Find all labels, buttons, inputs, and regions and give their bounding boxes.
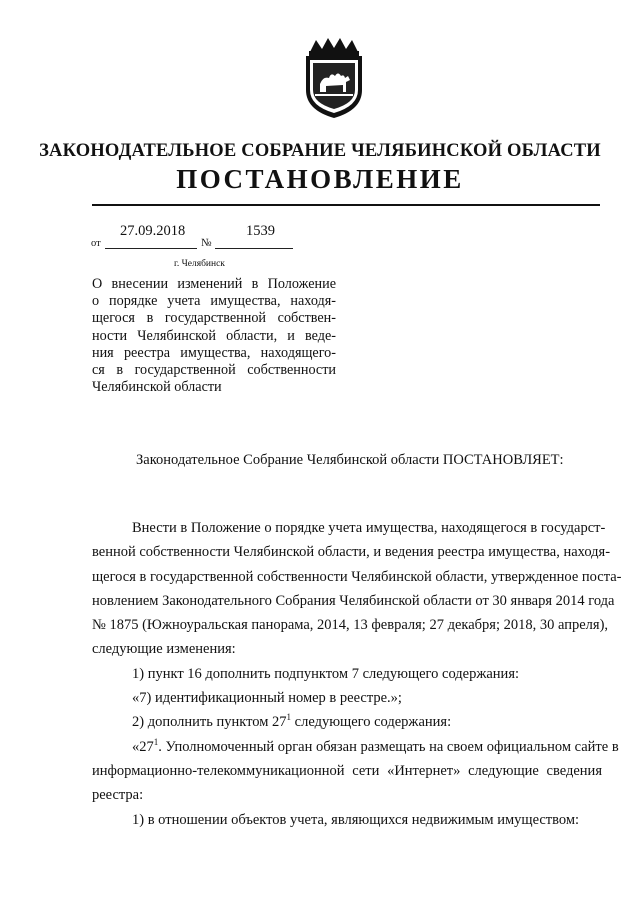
body-line xyxy=(92,710,602,734)
body-line: информационно-телекоммуникационной сети «Интернет» следующие сведения xyxy=(92,762,602,779)
subject-line: Челябинской области xyxy=(92,379,222,396)
header-divider xyxy=(92,204,600,206)
subject-line: о порядке учета имущества, находя- xyxy=(92,293,336,310)
number-prefix: № xyxy=(201,237,212,249)
document-subject xyxy=(92,276,336,396)
item2-superscript: 1 xyxy=(286,712,292,723)
p27-superscript: 1 xyxy=(153,736,159,747)
coat-of-arms-emblem xyxy=(296,36,372,120)
city-label: г. Челябинск xyxy=(174,259,225,269)
item2-text: 2) дополнить пунктом 27 xyxy=(132,714,287,731)
document-type-title: ПОСТАНОВЛЕНИЕ xyxy=(176,164,464,194)
p27-open: «27 xyxy=(132,738,154,755)
subject-line: ся в государственной собственности xyxy=(92,362,336,379)
organization-name: ЗАКОНОДАТЕЛЬНОЕ СОБРАНИЕ ЧЕЛЯБИНСКОЙ ОБЛАСТИ xyxy=(39,141,601,161)
body-line: следующие изменения: xyxy=(92,641,236,658)
subject-line: ния реестра имущества, находящего- xyxy=(92,344,336,361)
body-line xyxy=(92,735,619,759)
decree-statement: Законодательное Собрание Челябинской области ПОСТАНОВЛЯЕТ: xyxy=(136,452,564,468)
body-line: 1) в отношении объектов учета, являющихся недвижимым имуществом: xyxy=(132,811,580,828)
item2-tail: следующего содержания: xyxy=(291,714,452,731)
document-date: 27.09.2018 xyxy=(120,223,186,239)
body-line: Внести в Положение о порядке учета имущества, находящегося в государст- xyxy=(132,520,606,536)
document-body xyxy=(92,516,622,832)
body-line: реестра: xyxy=(92,787,144,804)
body-line: 1) пункт 16 дополнить подпунктом 7 следующего содержания: xyxy=(132,665,520,682)
document-number: 1539 xyxy=(246,223,275,239)
date-prefix: от xyxy=(91,238,101,249)
p27-text: . Уполномоченный орган обязан размещать на своем официальном сайте в xyxy=(158,738,619,755)
body-line: «7) идентификационный номер в реестре.»; xyxy=(132,690,402,707)
subject-line: ности Челябинской области, и веде- xyxy=(92,327,336,344)
number-underline xyxy=(215,248,293,249)
subject-line: щегося в государственной собствен- xyxy=(92,310,336,327)
body-line: № 1875 (Южноуральская панорама, 2014, 13 февраля; 27 декабря; 2018, 30 апреля), xyxy=(92,617,609,634)
subject-line: О внесении изменений в Положение xyxy=(92,276,336,292)
body-line: щегося в государственной собственности Челябинской области, утвержденное поста- xyxy=(92,568,622,585)
date-underline xyxy=(105,248,197,249)
body-line: венной собственности Челябинской области, и ведения реестра имущества, находя- xyxy=(92,544,611,561)
body-line: новлением Законодательного Собрания Челябинской области от 30 января 2014 года xyxy=(92,592,615,609)
